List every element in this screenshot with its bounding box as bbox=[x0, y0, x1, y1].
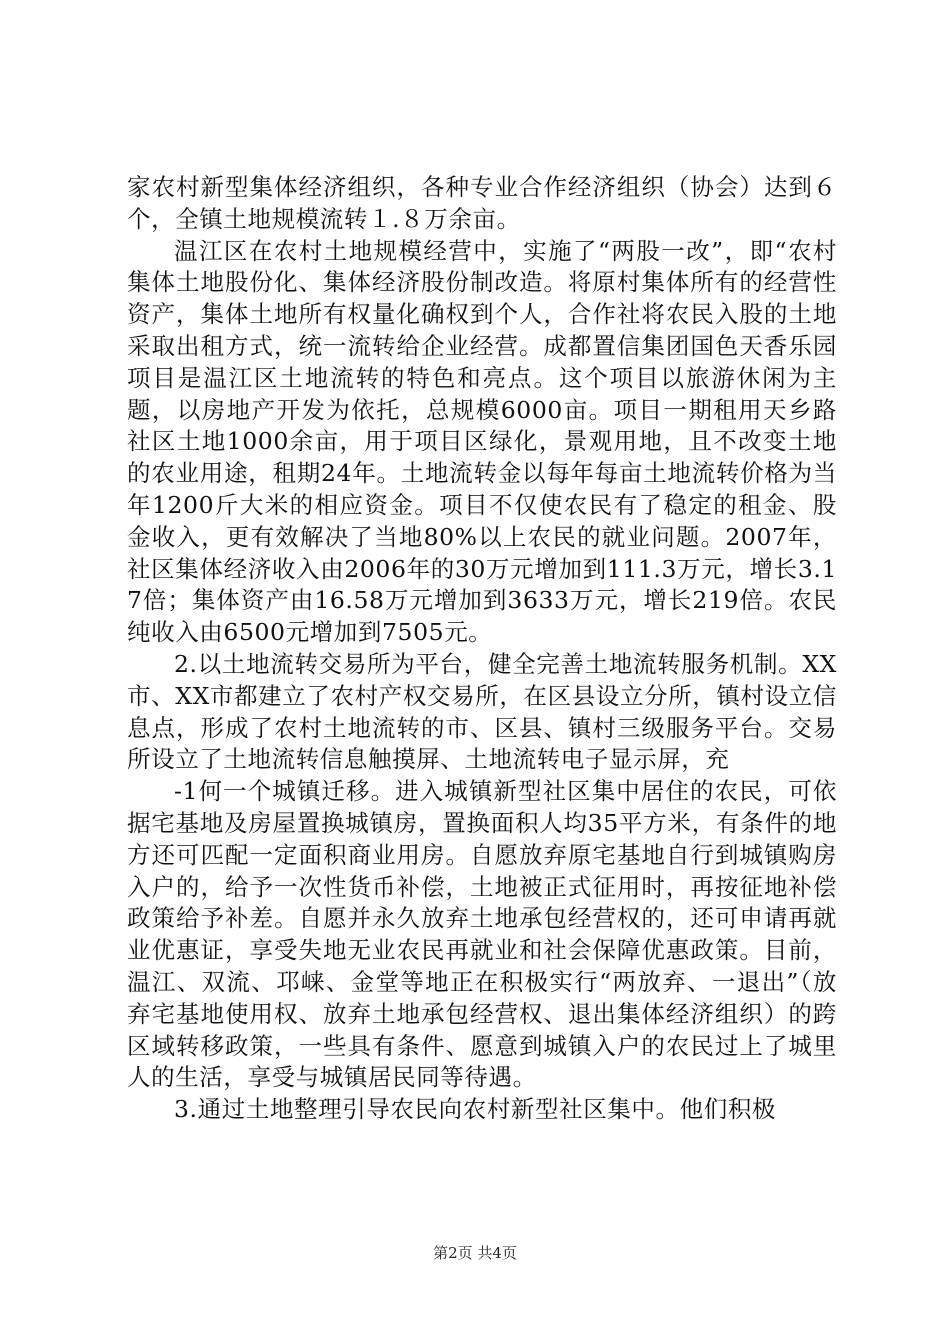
paragraph-exchange-platform: 2.以土地流转交易所为平台，健全完善土地流转服务机制。XX市、XX市都建立了农村产权交易所，在区县设立分所，镇村设立信息点，形成了农村土地流转的市、区县、镇村三级服务平台。交易所设立了土地流转信息触摸屏、土地流转电子显示屏，充 bbox=[127, 649, 837, 774]
paragraph-urban-migration: -1何一个城镇迁移。进入城镇新型社区集中居住的农民，可依据宅基地及房屋置换城镇房，置换面积人均35平方米，有条件的地方还可匹配一定面积商业用房。自愿放弃原宅基地自行到城镇购房入户的，给予一次性货币补偿，土地被正式征用时，再按征地补偿政策给予补差。自愿并永久放弃土地承包经营权的，还可申请再就业优惠证，享受失地无业农民再就业和社会保障优惠政策。目前，温江、双流、邛崃、金堂等地正在积极实行“两放弃、一退出”（放弃宅基地使用权、放弃土地承包经营权、退出集体经济组织）的跨区域转移政策，一些具有条件、愿意到城镇入户的农民过上了城里人的生活，享受与城镇居民同等待遇。 bbox=[127, 777, 837, 1092]
page-footer: 第2页 共4页 bbox=[433, 1244, 517, 1262]
paragraph-wenjiang: 温江区在农村土地规模经营中，实施了“两股一改”，即“农村集体土地股份化、集体经济股份制改造。将原村集体所有的经营性资产，集体土地所有权量化确权到个人，合作社将农民入股的土地采取出租方式，统一流转给企业经营。成都置信集团国色天香乐园项目是温江区土地流转的特色和亮点。这个项目以旅游休闲为主题，以房地产开发为依托，总规模6000亩。项目一期租用天乡路社区土地1000余亩，用于项目区绿化，景观用地，且不改变土地的农业用途，租期24年。土地流转金以每年每亩土地流转价格为当年1200斤大米的相应资金。项目不仅使农民有了稳定的租金、股金收入，更有效解决了当地80%以上农民的就业问题。2007年，社区集体经济收入由2006年的30万元增加到111.3万元，增长3.17倍；集体资产由16.58万元增加到3633万元，增长219倍。农民纯收入由6500元增加到7505元。 bbox=[127, 236, 837, 647]
document-body bbox=[127, 172, 837, 1126]
paragraph-continuation: 家农村新型集体经济组织，各种专业合作经济组织（协会）达到６个，全镇土地规模流转１.８万余亩。 bbox=[127, 173, 837, 233]
paragraph-land-consolidation: 3.通过土地整理引导农民向农村新型社区集中。他们积极 bbox=[174, 1095, 777, 1124]
